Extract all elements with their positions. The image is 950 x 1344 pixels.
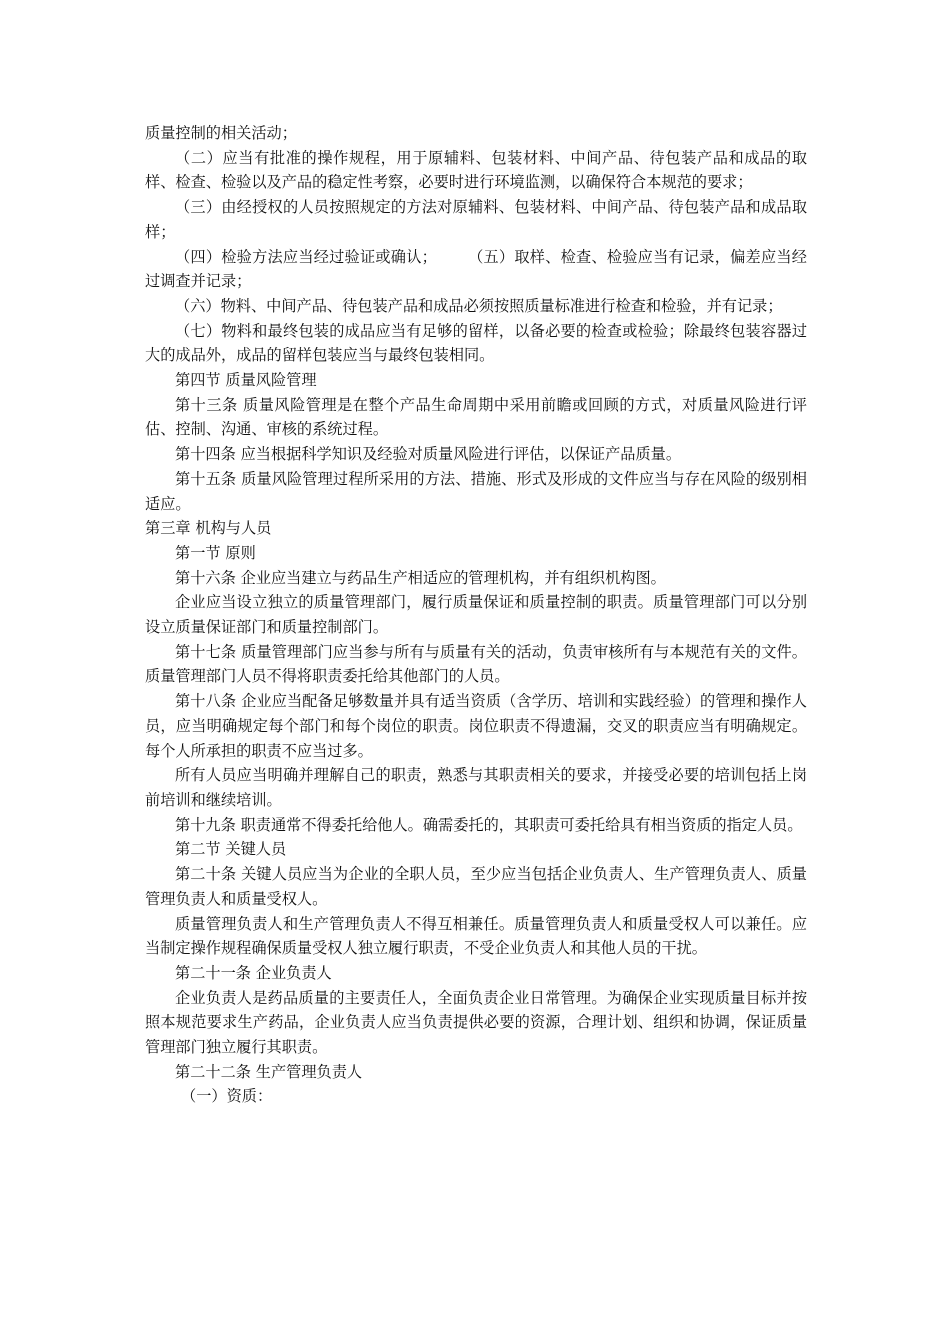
article-paragraph: 第十七条 质量管理部门应当参与所有与质量有关的活动，负责审核所有与本规范有关的文件。质量管理部门人员不得将职责委托给其他部门的人员。 [145, 642, 807, 686]
paragraph: 所有人员应当明确并理解自己的职责，熟悉与其职责相关的要求，并接受必要的培训包括上岗前培训和继续培训。 [145, 766, 807, 809]
paragraph: （六）物料、中间产品、待包装产品和成品必须按照质量标准进行检查和检验，并有记录； [175, 296, 783, 315]
list-item: （一）资质： [181, 1087, 273, 1106]
article-paragraph: 第十五条 质量风险管理过程所采用的方法、措施、形式及形成的文件应当与存在风险的级别相适应。 [145, 469, 807, 513]
article-paragraph: 第十九条 职责通常不得委托给他人。确需委托的，其职责可委托给具有相当资质的指定人员。 [175, 815, 803, 834]
paragraph: （四）检验方法应当经过验证或确认； （五）取样、检查、检验应当有记录，偏差应当经过调查并记录； [145, 247, 807, 291]
paragraph: （三）由经授权的人员按照规定的方法对原辅料、包装材料、中间产品、待包装产品和成品取样； [145, 198, 807, 241]
article-paragraph: 第十八条 企业应当配备足够数量并具有适当资质（含学历、培训和实践经验）的管理和操作人员，应当明确规定每个部门和每个岗位的职责。岗位职责不得遗漏，交叉的职责应当有明确规定。每个人所承担的职责不应当过多。 [145, 692, 807, 760]
article-heading: 第二十一条 企业负责人 [175, 963, 332, 982]
section-heading: 第二节 关键人员 [175, 840, 287, 859]
paragraph: 企业负责人是药品质量的主要责任人，全面负责企业日常管理。为确保企业实现质量目标并按照本规范要求生产药品，企业负责人应当负责提供必要的资源，合理计划、组织和协调，保证质量管理部门独立履行其职责。 [145, 988, 807, 1057]
article-heading: 第二十二条 生产管理负责人 [175, 1062, 363, 1081]
section-heading: 第一节 原则 [175, 543, 256, 562]
section-heading: 第四节 质量风险管理 [175, 371, 317, 390]
chapter-heading: 第三章 机构与人员 [145, 519, 272, 538]
paragraph: 质量管理负责人和生产管理负责人不得互相兼任。质量管理负责人和质量受权人可以兼任。应当制定操作规程确保质量受权人独立履行职责，不受企业负责人和其他人员的干扰。 [145, 914, 807, 958]
paragraph: 质量控制的相关活动； [145, 124, 297, 142]
article-paragraph: 第十六条 企业应当建立与药品生产相适应的管理机构，并有组织机构图。 [175, 568, 666, 587]
article-paragraph: 第十三条 质量风险管理是在整个产品生命周期中采用前瞻或回顾的方式，对质量风险进行评估、控制、沟通、审核的系统过程。 [145, 395, 807, 439]
document-body [145, 121, 807, 1109]
article-paragraph: 第十四条 应当根据科学知识及经验对质量风险进行评估，以保证产品质量。 [175, 445, 682, 464]
paragraph: （七）物料和最终包装的成品应当有足够的留样，以备必要的检查或检验；除最终包装容器过大的成品外，成品的留样包装应当与最终包装相同。 [145, 321, 807, 365]
paragraph: 企业应当设立独立的质量管理部门，履行质量保证和质量控制的职责。质量管理部门可以分别设立质量保证部门和质量控制部门。 [145, 593, 807, 637]
paragraph: （二）应当有批准的操作规程，用于原辅料、包装材料、中间产品、待包装产品和成品的取样、检查、检验以及产品的稳定性考察，必要时进行环境监测，以确保符合本规范的要求； [145, 148, 807, 192]
article-paragraph: 第二十条 关键人员应当为企业的全职人员，至少应当包括企业负责人、生产管理负责人、质量管理负责人和质量受权人。 [145, 865, 807, 908]
